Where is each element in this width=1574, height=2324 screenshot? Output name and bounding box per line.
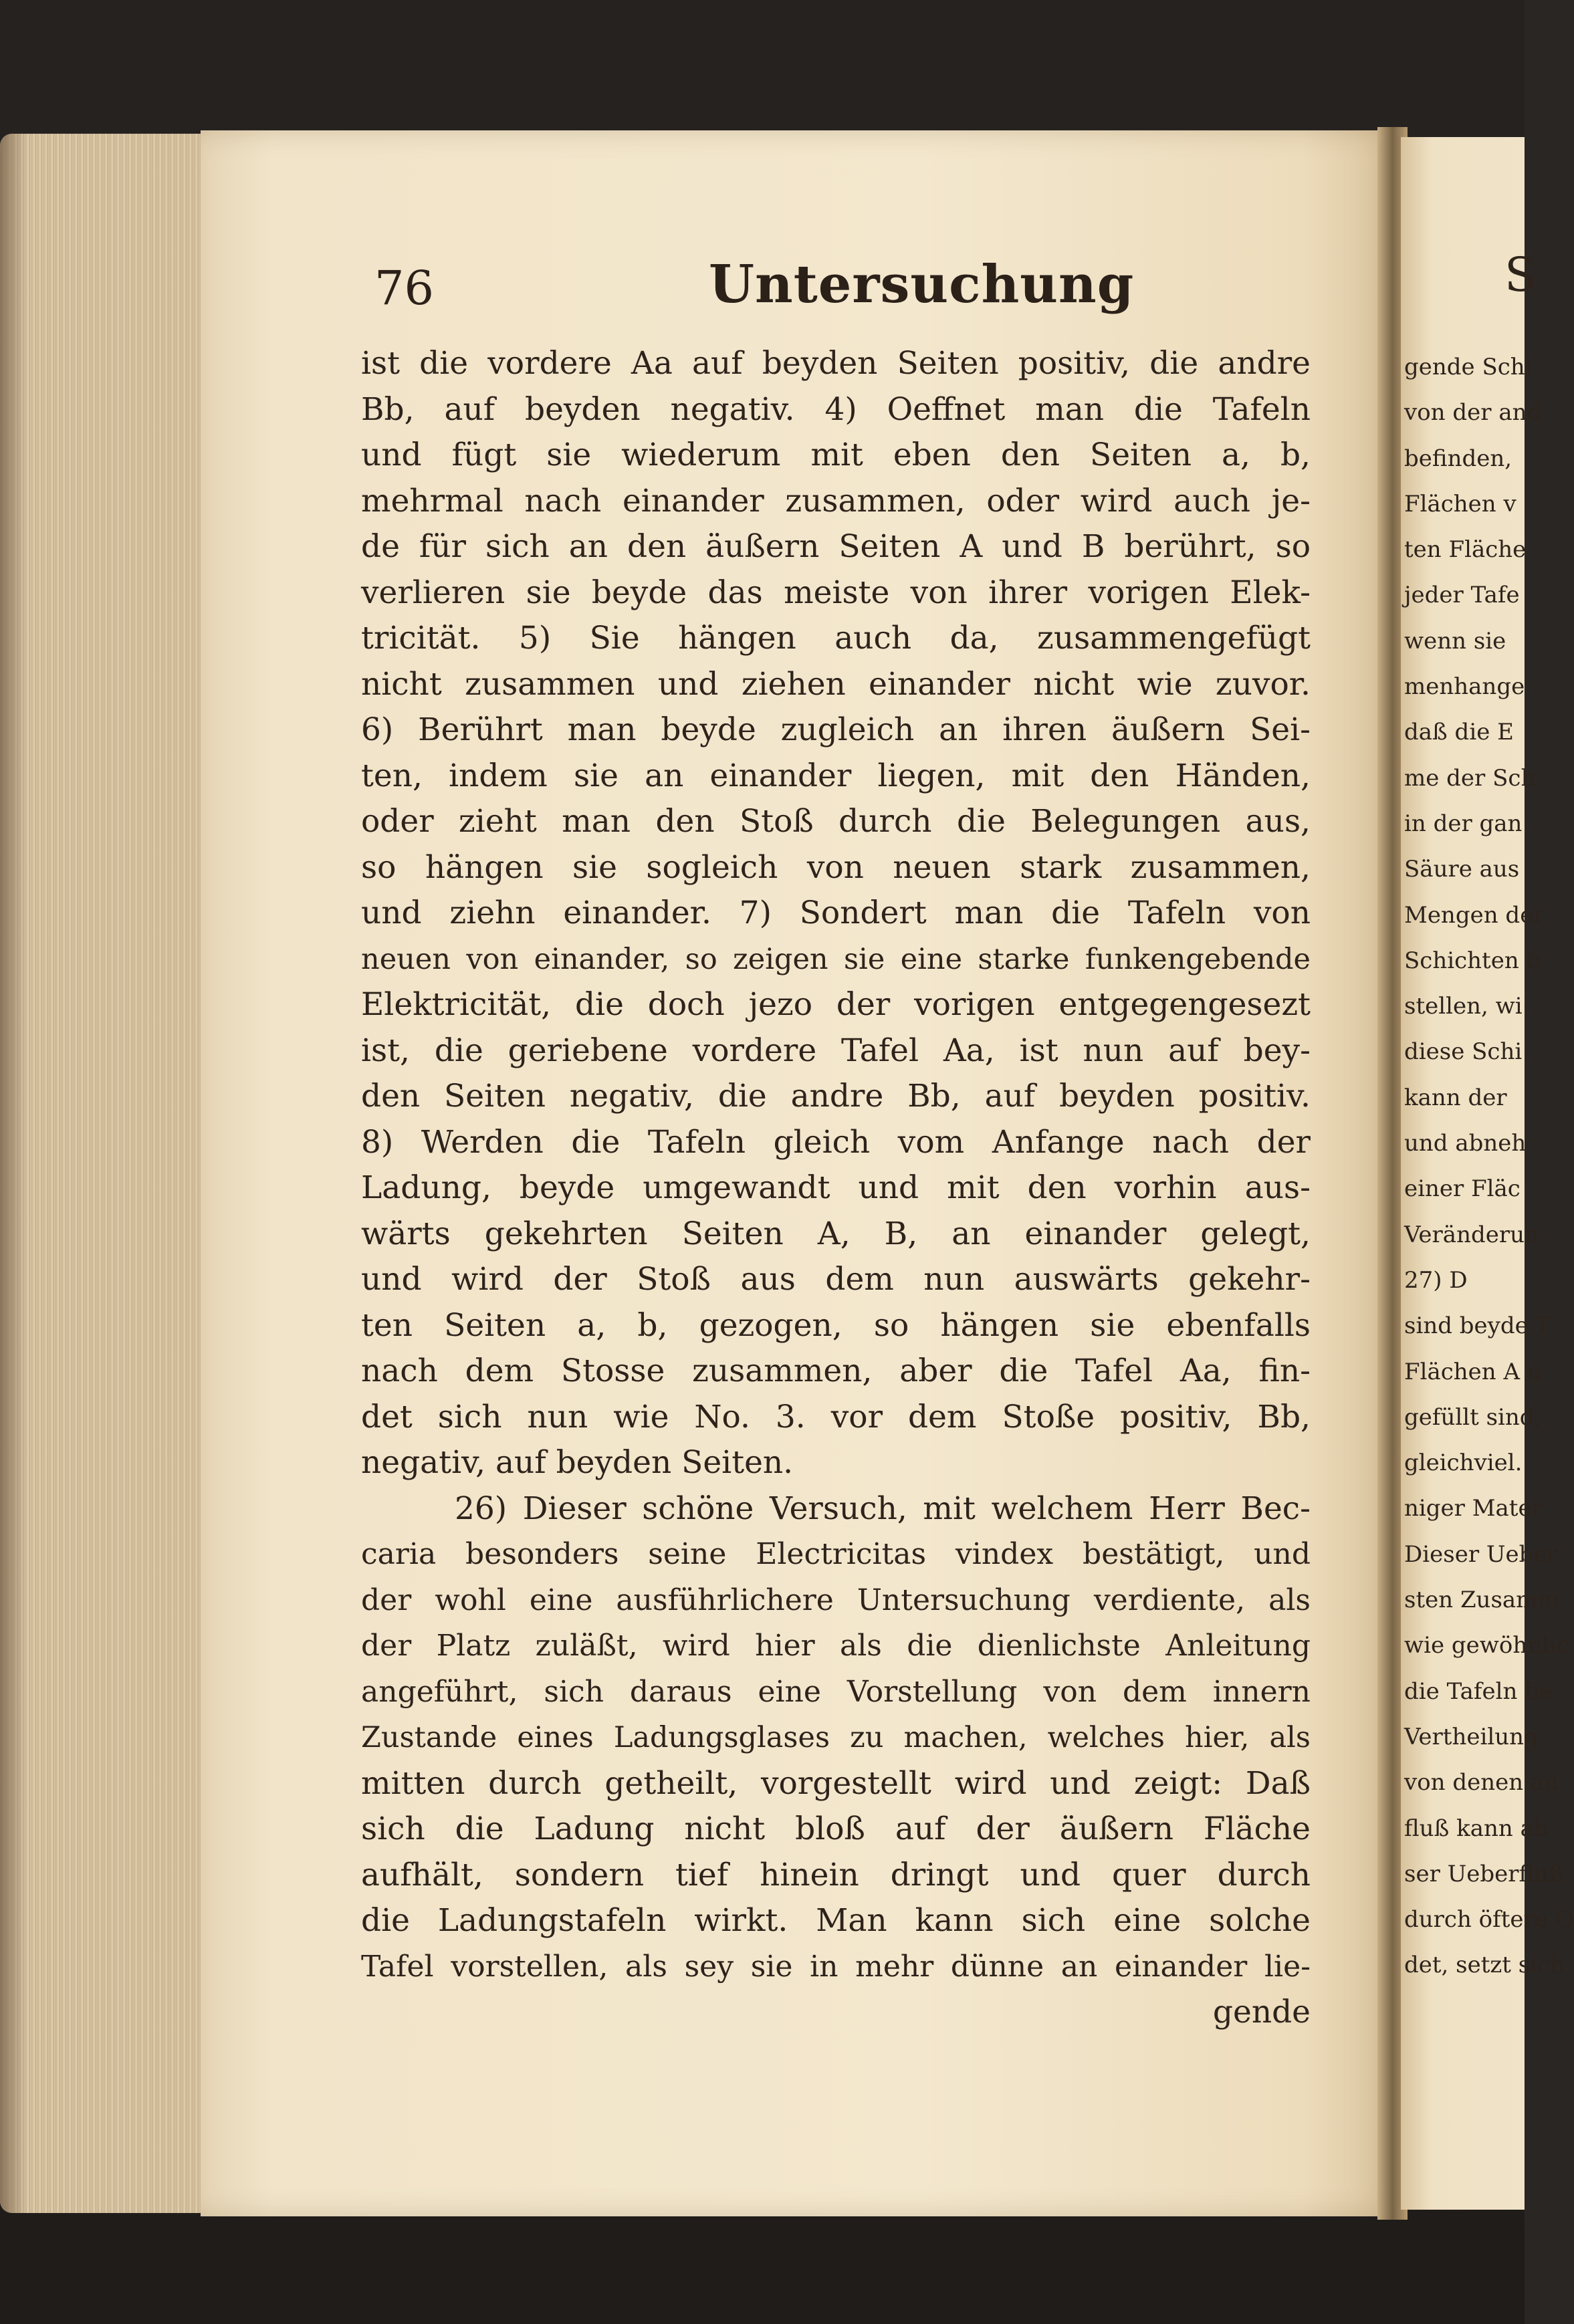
right-text-line: Säure aus [1404, 856, 1520, 883]
right-text-line: menhange [1404, 673, 1525, 701]
text-line: der wohl eine ausführlichere Untersuchung verdiente, als [361, 1583, 1311, 1617]
right-text-line: ten Fläche [1404, 536, 1527, 564]
right-text-line: jeder Tafe [1404, 582, 1520, 609]
text-line: det sich nun wie No. 3. vor dem Stoße positiv, Bb, [361, 1398, 1311, 1435]
text-line: ist, die geriebene vordere Tafel Aa, ist nun auf bey- [361, 1032, 1311, 1069]
text-line: mehrmal nach einander zusammen, oder wird auch je- [361, 482, 1311, 519]
right-text-line: diese Schi [1404, 1038, 1523, 1066]
right-text-line: Mengen der [1404, 901, 1545, 929]
text-line: aufhält, sondern tief hinein dringt und quer durch [361, 1856, 1311, 1893]
right-text-line: von der and [1404, 399, 1542, 427]
right-page-top-mark: S [1504, 247, 1537, 302]
text-line: ten, indem sie an einander liegen, mit den Händen, [361, 757, 1311, 794]
text-line: so hängen sie sogleich von neuen stark zusammen, [361, 848, 1311, 886]
page-header [361, 247, 1311, 321]
right-text-line: Vertheilung [1404, 1723, 1539, 1750]
text-line: 6) Berührt man beyde zugleich an ihren äußern Sei- [361, 711, 1311, 748]
right-text-line: sind beyde T [1404, 1312, 1551, 1340]
text-line: ten Seiten a, b, gezogen, so hängen sie ebenfalls [361, 1306, 1311, 1344]
right-text-line: det, setzt sich [1404, 1952, 1565, 1979]
right-text-line: Veränderun [1404, 1221, 1539, 1248]
right-text-line: me der Sch [1404, 764, 1536, 792]
right-text-line: Schichten b [1404, 947, 1541, 974]
right-text-line: daß die E [1404, 719, 1514, 746]
body-text [361, 341, 1311, 2036]
right-text-line: befinden, [1404, 445, 1512, 472]
right-text-line: niger Mater [1404, 1495, 1543, 1522]
text-line: Elektricität, die doch jezo der vorigen entgegengesezt [361, 986, 1311, 1023]
text-line: und ziehn einander. 7) Sondert man die Tafeln von [361, 895, 1311, 931]
text-line: caria besonders seine Electricitas vindex bestätigt, und [361, 1537, 1311, 1571]
text-line: verlieren sie beyde das meiste von ihrer vorigen Elek- [361, 574, 1311, 611]
text-line: Tafel vorstellen, als sey sie in mehr dünne an einander lie- [361, 1949, 1311, 1984]
text-line: neuen von einander, so zeigen sie eine starke funkengebende [361, 942, 1311, 976]
text-line: Zustande eines Ladungsglases zu machen, welches hier, als [361, 1721, 1311, 1754]
text-line: negativ, auf beyden Seiten. [361, 1444, 794, 1481]
text-line: Ladung, beyde umgewandt und mit den vorhin aus- [361, 1169, 1311, 1206]
text-line: tricität. 5) Sie hängen auch da, zusammengefügt [361, 620, 1311, 657]
right-text-line: wie gewöhnlic [1404, 1632, 1569, 1659]
right-text-line: sten Zusamm [1404, 1587, 1559, 1614]
right-text-line: fluß kann ab [1404, 1815, 1549, 1842]
text-line: und fügt sie wiederum mit eben den Seiten a, b, [361, 437, 1311, 473]
text-line: oder zieht man den Stoß durch die Belegungen aus, [361, 803, 1311, 840]
text-line: nach dem Stosse zusammen, aber die Tafel Aa, fin- [361, 1353, 1311, 1389]
right-text-line: gende Schi [1404, 354, 1533, 380]
right-text-line: kann der [1404, 1084, 1507, 1111]
right-text-line: 27) D [1404, 1266, 1468, 1294]
running-head: Untersuchung [709, 254, 1135, 315]
right-text-line: die Tafeln be [1404, 1677, 1553, 1705]
page-edges [0, 134, 214, 2213]
text-line: und wird der Stoß aus dem nun auswärts gekehr- [361, 1261, 1311, 1298]
right-text-line: durch öftere O [1404, 1906, 1574, 1934]
page-number: 76 [374, 261, 435, 316]
text-line: den Seiten negativ, die andre Bb, auf beyden positiv. [361, 1078, 1311, 1115]
right-text-line: einer Fläc [1404, 1175, 1521, 1203]
text-line: de für sich an den äußern Seiten A und B berührt, so [361, 528, 1311, 565]
text-line: mitten durch getheilt, vorgestellt wird und zeigt: Daß [361, 1764, 1311, 1802]
text-line: sich die Ladung nicht bloß auf der äußern Fläche [361, 1811, 1311, 1847]
right-page-text [1404, 344, 1574, 1988]
text-line: die Ladungstafeln wirkt. Man kann sich eine solche [361, 1902, 1311, 1939]
right-text-line: in der gan [1404, 810, 1523, 837]
paragraph-start: 26) Dieser schöne Versuch, mit welchem Herr Bec- [455, 1490, 1311, 1527]
text-line: Bb, auf beyden negativ. 4) Oeffnet man die Tafeln [361, 390, 1311, 428]
page-edges-shadow [0, 134, 27, 2213]
right-text-line: gleichviel. [1404, 1449, 1523, 1477]
right-text-line: ser Ueberfluß [1404, 1860, 1564, 1887]
text-line: wärts gekehrten Seiten A, B, an einander gelegt, [361, 1215, 1311, 1252]
text-line: nicht zusammen und ziehen einander nicht wie zuvor. [361, 665, 1311, 703]
text-line: der Platz zuläßt, wird hier als die dienlichste Anleitung [361, 1629, 1311, 1663]
right-text-line: von denen au [1404, 1769, 1559, 1796]
right-text-line: Flächen A u [1404, 1358, 1542, 1385]
right-text-line: stellen, wi [1404, 993, 1523, 1020]
right-text-line: und abneh [1404, 1130, 1527, 1157]
right-text-line: wenn sie [1404, 627, 1506, 655]
text-line: 8) Werden die Tafeln gleich vom Anfange nach der [361, 1123, 1311, 1161]
right-text-line: gefüllt sind, [1404, 1403, 1542, 1431]
right-text-line: Dieser Ueber [1404, 1540, 1558, 1568]
catchword: gende [1212, 1994, 1311, 2030]
text-line: ist die vordere Aa auf beyden Seiten positiv, die andre [361, 345, 1311, 382]
text-line: angeführt, sich daraus eine Vorstellung von dem innern [361, 1674, 1311, 1709]
right-text-line: Flächen v [1404, 490, 1516, 517]
